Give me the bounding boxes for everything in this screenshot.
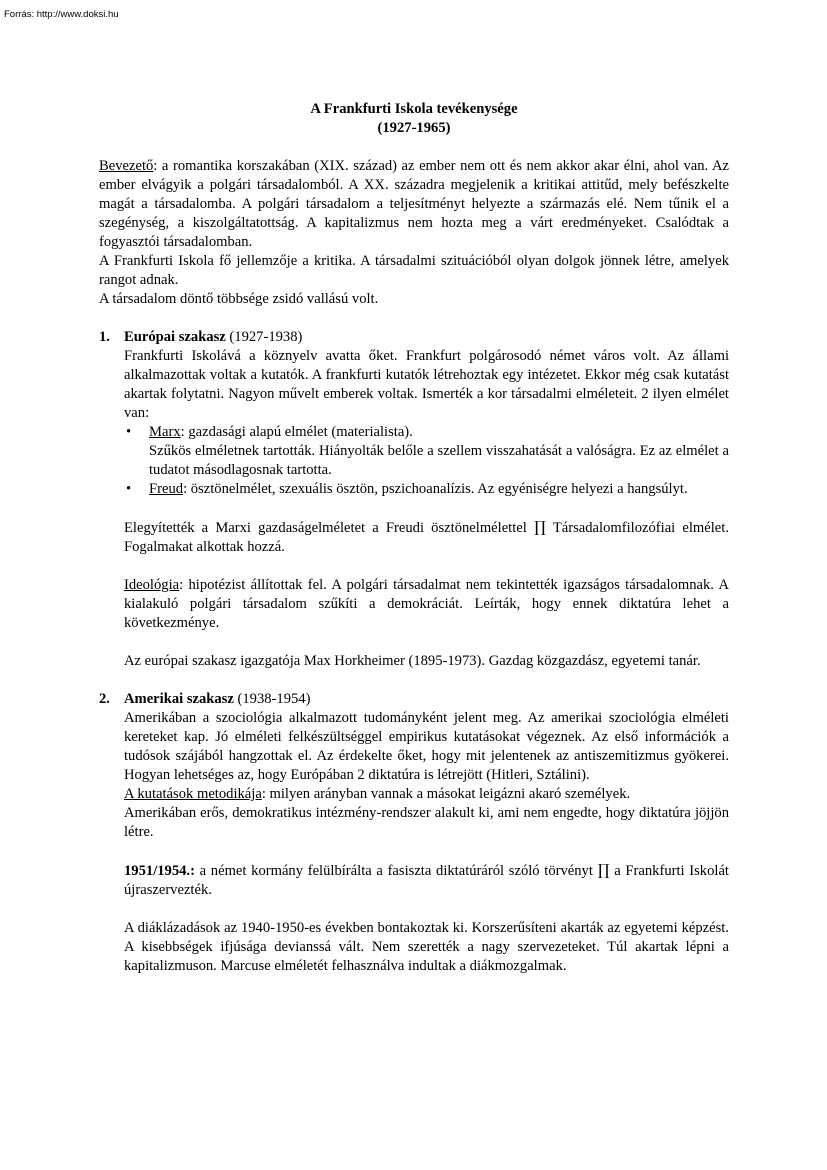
ideology-label: Ideológia [124,577,180,593]
method-text: : milyen arányban vannak a másokat leigázni akaró személyek. [261,786,631,802]
document-title: A Frankfurti Iskola tevékenysége [310,101,518,117]
method-paragraph [124,785,729,804]
method-label: A kutatások metodikája [124,786,262,802]
bullet-freud [124,480,729,499]
ideology-text: : hipotézist állítottak fel. A polgári társadalmat nem tekintették igazságos társadalomnak. A kialakuló polgári társadalom szűkíti a demokráciát. Leírták, hogy ennek diktatúra lehet a következménye. [124,577,729,631]
section-2-number: 2. [99,691,110,707]
section-1-paragraph-2: Elegyítették a Marxi gazdaságelméletet a Freudi ösztönelmélettel ∏ Társadalomfilozófiai elmélet. Fogalmakat alkottak hozzá. [124,518,729,555]
section-2-paragraph-3: Amerikában erős, demokratikus intézmény-rendszer alakult ki, ami nem engedte, hogy diktatúra jöjjön létre. [124,805,729,840]
section-2-dates: (1938-1954) [233,691,311,707]
section-1-heading: Európai szakasz [124,329,226,345]
section-1-heading-line [124,328,729,347]
section-2-paragraph-5: A diáklázadások az 1940-1950-es években bontakoztak ki. Korszerűsíteni akarták az egyetemi képzést. A kisebbségek ifjúsága devianssá vált. Nem szerették a nagy szervezeteket. Túl akartak lépni a kapitalizmuson. Marcuse elméletét felhasználva indultak a diákmozgalmak. [124,920,729,974]
bullet-freud-label: Freud [149,481,184,497]
bullet-marx-text: : gazdasági alapú elmélet (materialista). [180,424,413,440]
section-1-paragraph-1: Frankfurti Iskolává a köznyelv avatta őket. Frankfurt polgárosodó német város volt. Az állami alkalmazottak voltak a kutatók. A frankfurti kutatók létrehoztak egy intézetet. Ekkor még csak kutatást akartak folytatni. Nagyon művelt emberek voltak. Ismerték a kor társadalmi elméleteit. 2 ilyen elmélet van: [124,348,729,421]
document-subtitle: (1927-1965) [377,120,451,136]
intro-text: : a romantika korszakában (XIX. század) az ember nem ott és nem akkor akar élni, ahol van. Az ember elvágyik a polgári társadalomból. A XX. századra megjelenik a kritikai attitűd, mely befészkelte magát a társadalomba. A polgári társadalom a teljesítményt helyezte a származás elé. Nem tűnik el a szegénység, a kiszolgáltatottság. A kapitalizmus nem hozta meg a várt eredményeket. Csalódtak a fogyasztói társadalomban. [99,158,729,250]
product-symbol: ∏ [534,518,546,536]
bullet-marker: • [126,481,132,497]
bullet-freud-text: : ösztönelmélet, szexuális ösztön, pszichoanalízis. Az egyéniségre helyezi a hangsúlyt. [183,481,688,497]
intro-paragraph [99,157,729,252]
ideology-paragraph [124,576,729,633]
year-label: 1951/1954.: [124,863,195,879]
section-1-dates: (1927-1938) [225,329,303,345]
section-1-number: 1. [99,329,110,345]
product-symbol: ∏ [597,861,610,879]
section-2-heading-line [124,690,729,709]
bullet-marker: • [126,424,132,440]
bullet-marx-label: Marx [149,424,181,440]
section-1-paragraph-4: Az európai szakasz igazgatója Max Horkheimer (1895-1973). Gazdag közgazdász, egyetemi tanár. [124,653,701,669]
intro-label: Bevezető [99,158,154,174]
section-european [99,328,729,671]
intro-paragraph-2: A Frankfurti Iskola fő jellemzője a kritika. A társadalmi szituációból olyan dolgok jönnek létre, amelyek rangot adnak. [99,253,729,288]
section-2-heading: Amerikai szakasz [124,691,234,707]
section-american [99,690,729,976]
document-page [99,100,729,976]
year-paragraph: 1951/1954.: a német kormány felülbírálta a fasiszta diktatúráról szóló törvényt ∏ a Frankfurti Iskolát újraszervezték. [124,861,729,898]
intro-paragraph-3: A társadalom döntő többsége zsidó vallású volt. [99,291,379,307]
bullet-marx [124,423,729,480]
source-note: Forrás: http://www.doksi.hu [4,9,119,20]
section-2-paragraph-1: Amerikában a szociológia alkalmazott tudományként jelent meg. Az amerikai szociológia elméleti kereteket kap. Jó elméleti felkészültséggel empirikus kutatásokat végeznek. Az első információk a tudósok szájából hangzottak el. Az érdekelte őket, hogy mit jelentenek az antiszemitizmus gyökerei. Hogyan lehetséges az, hogy Európában 2 diktatúra is létrejött (Hitleri, Sztálini). [124,710,729,783]
bullet-marx-text-2: Szűkös elméletnek tartották. Hiányolták belőle a szellem visszahatását a valóságra. Ez az elmélet a tudatot másodlagosnak tartotta. [149,443,729,478]
